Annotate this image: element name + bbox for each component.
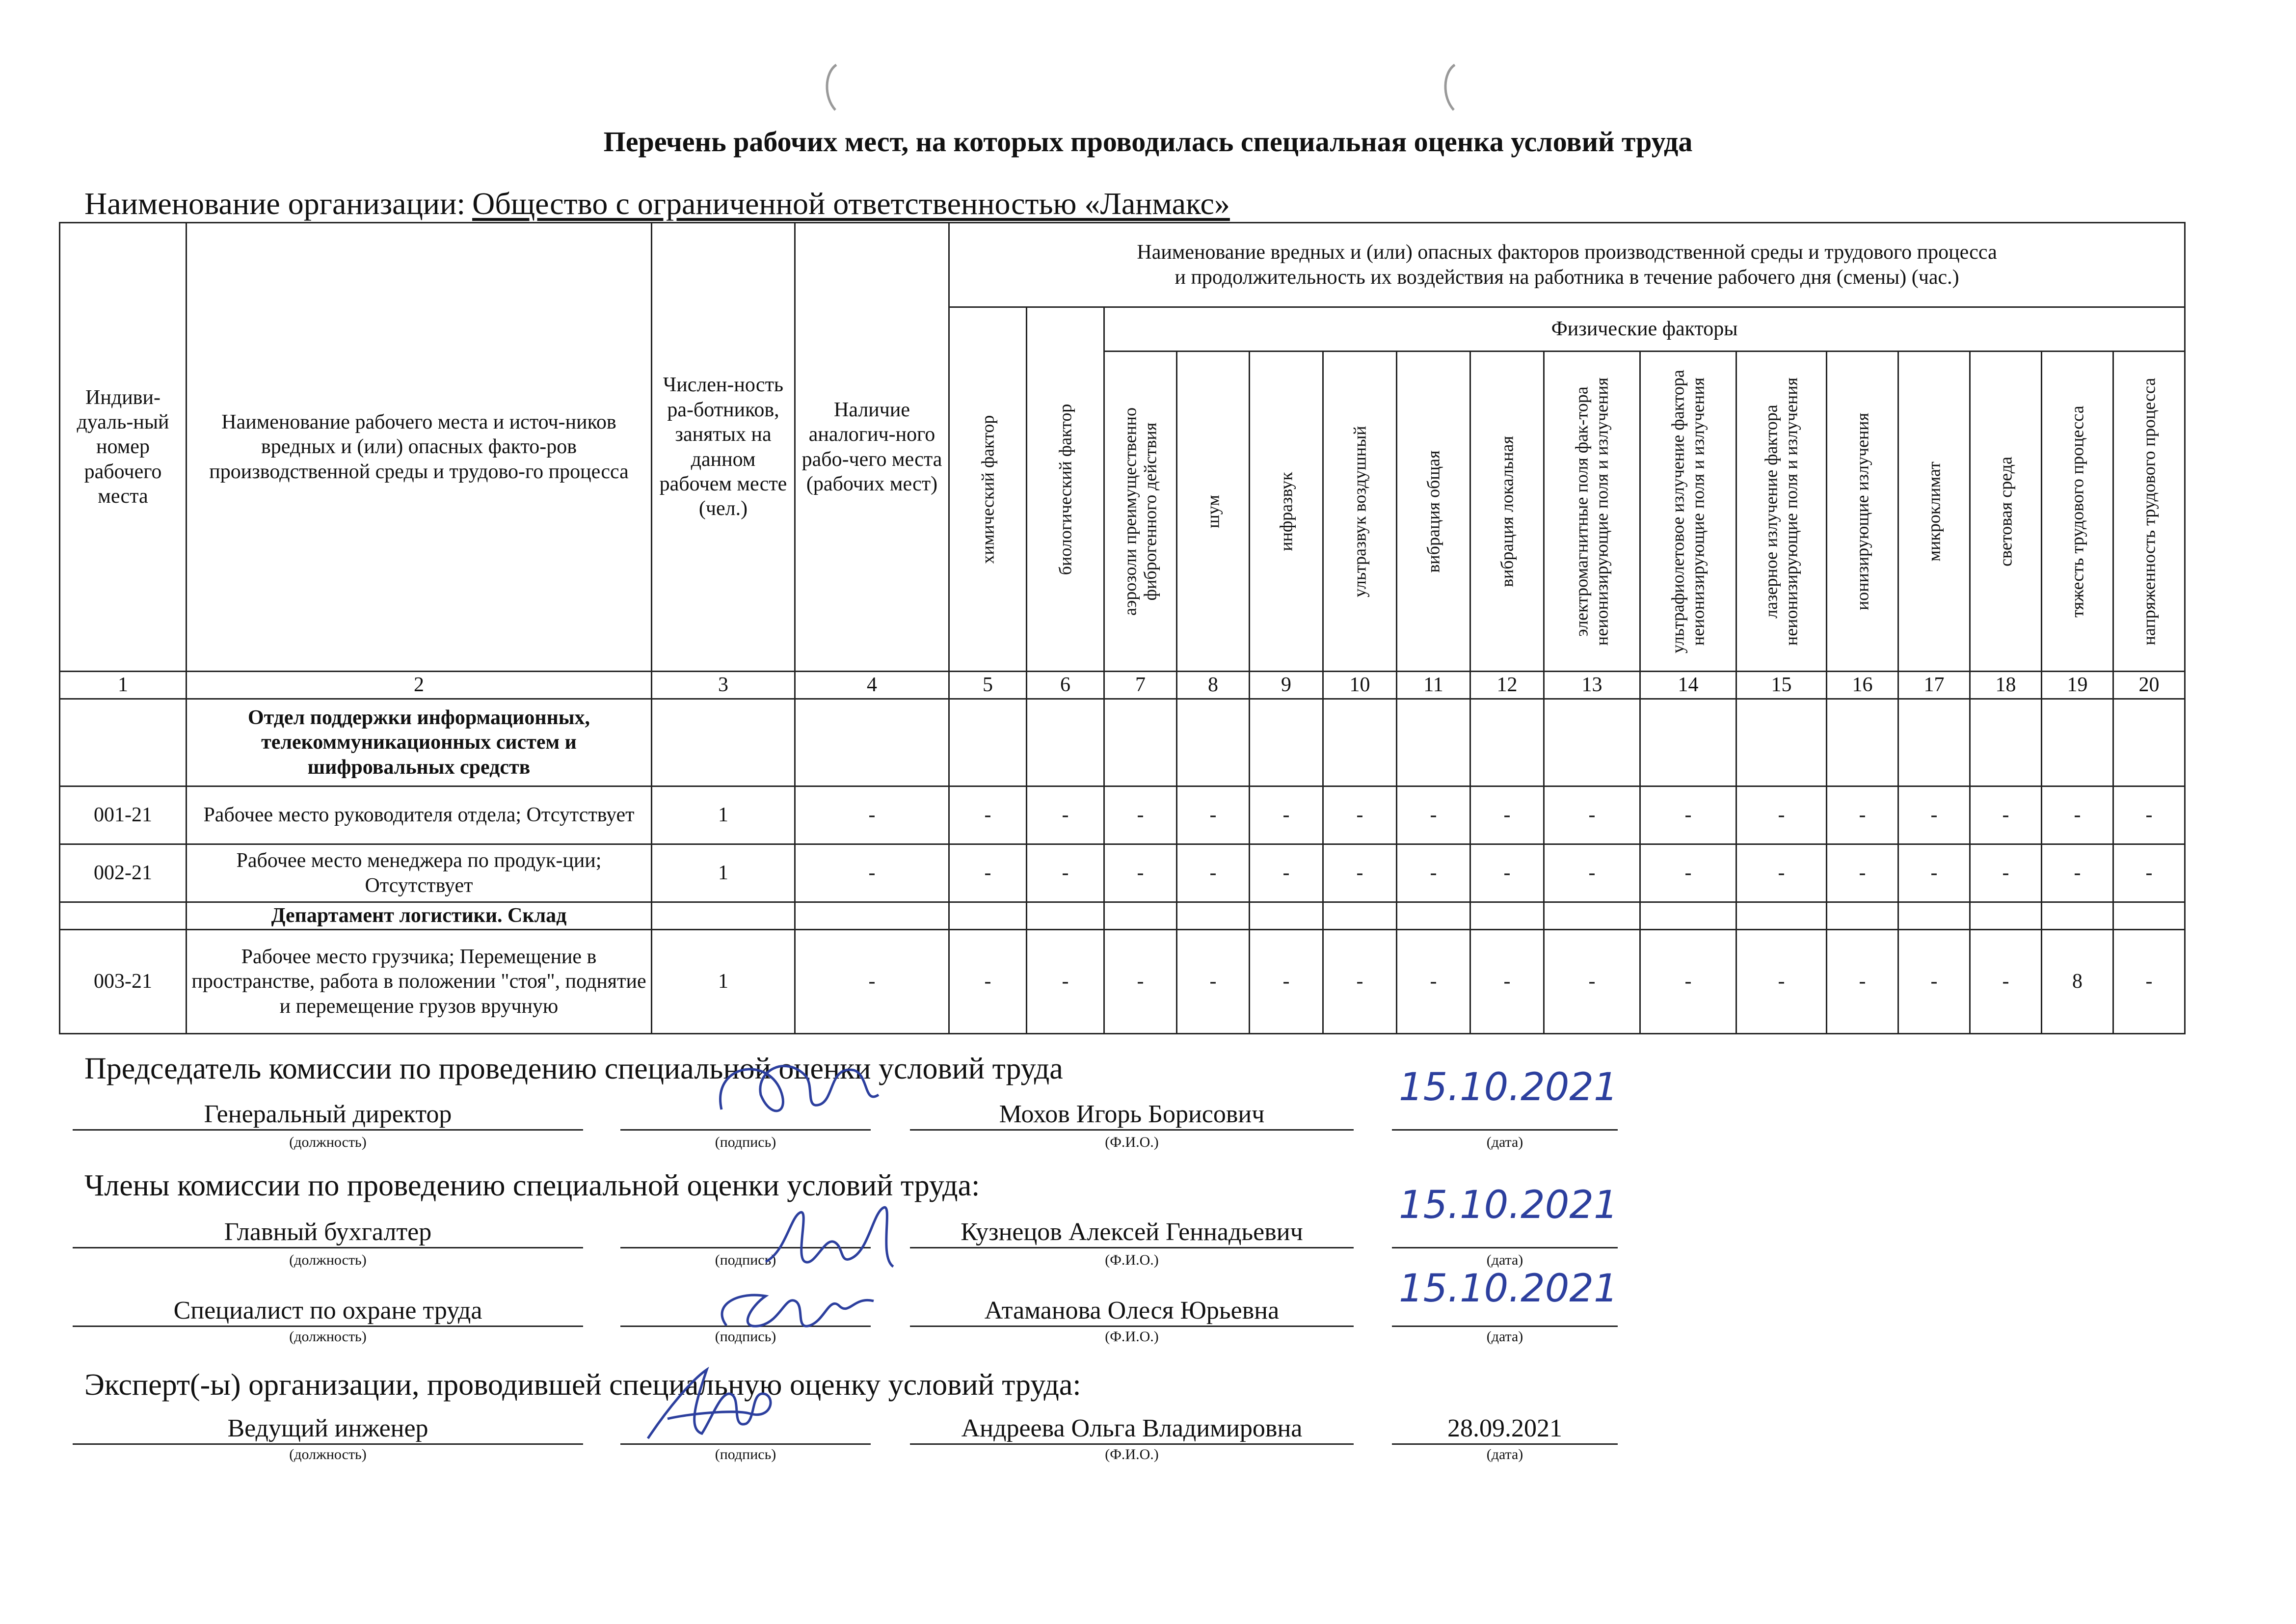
- header-factor-aerosols: аэрозоли преимущественно фиброгенного действия: [1104, 352, 1177, 672]
- empty-cell: [1397, 699, 1470, 786]
- empty-cell: [1250, 699, 1323, 786]
- header-factor-ultrasound: ультразвук воздушный: [1323, 352, 1397, 672]
- organization-name: Общество с ограниченной ответственностью «Ланмакс»: [472, 186, 1230, 221]
- punch-mark-right: [1439, 63, 1459, 112]
- header-factor-biological: биологический фактор: [1027, 307, 1104, 672]
- empty-cell: [1544, 699, 1640, 786]
- punch-mark-left: [821, 63, 840, 112]
- workplace-id: 003-21: [60, 930, 187, 1034]
- factor-cell: -: [1640, 930, 1736, 1034]
- member-2-date-handwritten: 15.10.2021: [1399, 1267, 1618, 1311]
- caption-position: (должность): [289, 1134, 367, 1150]
- table-row: [60, 786, 2185, 844]
- empty-cell: [1323, 902, 1397, 930]
- header-factor-infrasound: инфразвук: [1250, 352, 1323, 672]
- factor-cell: -: [795, 930, 949, 1034]
- col-number: 10: [1323, 672, 1397, 699]
- employee-count: 1: [652, 930, 795, 1034]
- col-number: 16: [1827, 672, 1898, 699]
- empty-cell: [1640, 699, 1736, 786]
- chairman-signature-image: [707, 1036, 883, 1137]
- empty-cell: [1736, 902, 1827, 930]
- workplace-id: 002-21: [60, 844, 187, 902]
- caption-date: (дата): [1486, 1328, 1523, 1345]
- factor-cell: -: [1323, 844, 1397, 902]
- factor-cell: -: [1027, 786, 1104, 844]
- col-number: 11: [1397, 672, 1470, 699]
- caption-position: (должность): [289, 1446, 367, 1462]
- empty-cell: [1104, 902, 1177, 930]
- workplace-id: 001-21: [60, 786, 187, 844]
- empty-cell: [1970, 902, 2042, 930]
- factor-cell: -: [1970, 786, 2042, 844]
- header-factor-emf: электромагнитные поля фак-тора неионизирующие поля и излучения: [1544, 352, 1640, 672]
- col-number: 14: [1640, 672, 1736, 699]
- empty-cell: [1323, 699, 1397, 786]
- factor-cell: -: [1736, 786, 1827, 844]
- factor-cell: -: [2113, 786, 2185, 844]
- caption-fio: (Ф.И.О.): [1105, 1134, 1159, 1150]
- empty-cell: [1250, 902, 1323, 930]
- factor-cell: -: [1104, 930, 1177, 1034]
- header-factors-group: [949, 223, 2185, 307]
- caption-date: (дата): [1486, 1134, 1523, 1150]
- empty-cell: [2042, 699, 2113, 786]
- empty-cell: [795, 902, 949, 930]
- caption-signature: (подпись): [715, 1446, 776, 1462]
- col-number: 20: [2113, 672, 2185, 699]
- empty-cell: [2113, 902, 2185, 930]
- empty-cell: [1898, 699, 1970, 786]
- caption-fio: (Ф.И.О.): [1105, 1252, 1159, 1268]
- factor-cell: -: [1898, 786, 1970, 844]
- expert-position: Ведущий инженер: [73, 1414, 583, 1445]
- empty-cell: [1470, 699, 1544, 786]
- factor-cell: -: [949, 844, 1027, 902]
- empty-cell: [795, 699, 949, 786]
- section-row: [60, 699, 2185, 786]
- factor-cell: -: [1177, 930, 1250, 1034]
- empty-cell: [60, 902, 187, 930]
- col-number: 9: [1250, 672, 1323, 699]
- factor-cell: -: [2042, 844, 2113, 902]
- employee-count: 1: [652, 786, 795, 844]
- factor-cell: -: [1397, 786, 1470, 844]
- empty-cell: [1397, 902, 1470, 930]
- factor-cell: -: [1250, 930, 1323, 1034]
- member-2-fio: Атаманова Олеся Юрьевна: [910, 1296, 1354, 1327]
- empty-cell: [2042, 902, 2113, 930]
- employee-count: 1: [652, 844, 795, 902]
- member-1-signature-image: [756, 1198, 903, 1279]
- factor-cell: -: [1177, 844, 1250, 902]
- empty-cell: [2113, 699, 2185, 786]
- chairman-date-handwritten: 15.10.2021: [1399, 1065, 1618, 1110]
- empty-cell: [1177, 902, 1250, 930]
- col-number: 4: [795, 672, 949, 699]
- empty-cell: [1970, 699, 2042, 786]
- factor-cell: -: [1544, 844, 1640, 902]
- factor-cell: -: [1250, 786, 1323, 844]
- factor-cell: -: [1470, 844, 1544, 902]
- empty-cell: [60, 699, 187, 786]
- factor-cell: -: [1640, 844, 1736, 902]
- empty-cell: [652, 699, 795, 786]
- workplace-name: Рабочее место менеджера по продук-ции; Отсутствует: [187, 844, 652, 902]
- empty-cell: [1027, 699, 1104, 786]
- caption-position: (должность): [289, 1252, 367, 1268]
- table-row: [60, 844, 2185, 902]
- factor-cell: -: [1898, 930, 1970, 1034]
- factor-cell: -: [1898, 844, 1970, 902]
- empty-cell: [1827, 902, 1898, 930]
- factor-cell: -: [795, 844, 949, 902]
- factor-cell: -: [1104, 844, 1177, 902]
- factor-cell: -: [1827, 786, 1898, 844]
- factor-cell: -: [1827, 844, 1898, 902]
- empty-cell: [949, 902, 1027, 930]
- expert-signature-image: [638, 1360, 785, 1451]
- header-factor-microclimate: микроклимат: [1898, 352, 1970, 672]
- empty-cell: [1640, 902, 1736, 930]
- factor-cell: -: [1470, 786, 1544, 844]
- expert-heading: Эксперт(-ы) организации, проводившей специальную оценку условий труда:: [84, 1368, 1081, 1402]
- empty-cell: [949, 699, 1027, 786]
- section-title: Департамент логистики. Склад: [187, 902, 652, 930]
- col-number: 5: [949, 672, 1027, 699]
- factor-cell: -: [2113, 844, 2185, 902]
- empty-cell: [1898, 902, 1970, 930]
- factor-cell: -: [949, 786, 1027, 844]
- factor-cell: -: [1970, 930, 2042, 1034]
- header-factors-line1: Наименование вредных и (или) опасных факторов производственной среды и трудового процесса: [1137, 241, 1997, 264]
- organization-label: Наименование организации:: [84, 186, 466, 221]
- empty-cell: [1177, 699, 1250, 786]
- factor-cell: -: [1104, 786, 1177, 844]
- member-2-signature-image: [707, 1276, 883, 1348]
- member-1-fio: Кузнецов Алексей Геннадьевич: [910, 1218, 1354, 1248]
- factor-cell: -: [1827, 930, 1898, 1034]
- header-physical-factors: Физические факторы: [1104, 307, 2185, 352]
- header-similar-workplaces: Наличие аналогич-ного рабо-чего места (рабочих мест): [795, 223, 949, 672]
- factor-cell: -: [1397, 930, 1470, 1034]
- col-number: 6: [1027, 672, 1104, 699]
- factor-cell: -: [1397, 844, 1470, 902]
- factor-cell: -: [1970, 844, 2042, 902]
- factor-cell: -: [1027, 844, 1104, 902]
- col-number: 19: [2042, 672, 2113, 699]
- factor-cell: -: [1027, 930, 1104, 1034]
- caption-fio: (Ф.И.О.): [1105, 1328, 1159, 1345]
- empty-cell: [1470, 902, 1544, 930]
- col-number: 12: [1470, 672, 1544, 699]
- header-factor-laser: лазерное излучение фактора неионизирующие поля и излучения: [1736, 352, 1827, 672]
- factor-cell: -: [1470, 930, 1544, 1034]
- factor-cell: -: [1640, 786, 1736, 844]
- member-1-position: Главный бухгалтер: [73, 1218, 583, 1248]
- factor-cell: -: [1736, 844, 1827, 902]
- section-row: [60, 902, 2185, 930]
- factor-cell: -: [1544, 786, 1640, 844]
- col-number: 15: [1736, 672, 1827, 699]
- col-number: 7: [1104, 672, 1177, 699]
- factor-cell: -: [1323, 786, 1397, 844]
- workplace-name: Рабочее место грузчика; Перемещение в пространстве, работа в положении "стоя", поднятие и перемещение грузов вручную: [187, 930, 652, 1034]
- empty-cell: [1544, 902, 1640, 930]
- col-number: 2: [187, 672, 652, 699]
- chairman-heading: Председатель комиссии по проведению специальной оценки условий труда: [84, 1052, 1063, 1085]
- header-factor-vibration-local: вибрация локальная: [1470, 352, 1544, 672]
- header-factor-chemical: химический фактор: [949, 307, 1027, 672]
- factor-cell: -: [2113, 930, 2185, 1034]
- col-number: 3: [652, 672, 795, 699]
- header-factor-ionizing: ионизирующие излучения: [1827, 352, 1898, 672]
- empty-cell: [652, 902, 795, 930]
- factor-cell: -: [949, 930, 1027, 1034]
- header-factor-noise: шум: [1177, 352, 1250, 672]
- caption-date: (дата): [1486, 1446, 1523, 1462]
- empty-cell: [1736, 699, 1827, 786]
- expert-fio: Андреева Ольга Владимировна: [910, 1414, 1354, 1445]
- expert-date: 28.09.2021: [1392, 1414, 1618, 1445]
- caption-position: (должность): [289, 1328, 367, 1345]
- workplace-name: Рабочее место руководителя отдела; Отсутствует: [187, 786, 652, 844]
- col-number: 8: [1177, 672, 1250, 699]
- factor-cell: -: [1323, 930, 1397, 1034]
- col-number: 1: [60, 672, 187, 699]
- caption-signature: (подпись): [715, 1134, 776, 1150]
- empty-cell: [1027, 902, 1104, 930]
- empty-cell: [1104, 699, 1177, 786]
- table-row: [60, 930, 2185, 1034]
- caption-signature: (подпись): [715, 1328, 776, 1345]
- factor-cell: -: [1250, 844, 1323, 902]
- caption-fio: (Ф.И.О.): [1105, 1446, 1159, 1462]
- header-factor-uv: ультрафиолетовое излучение фактора неионизирующие поля и излучения: [1640, 352, 1736, 672]
- caption-date: (дата): [1486, 1252, 1523, 1268]
- document-title: Перечень рабочих мест, на которых проводилась специальная оценка условий труда: [603, 126, 1693, 158]
- header-workplace-id: Индиви-дуаль-ный номер рабочего места: [60, 223, 187, 672]
- empty-cell: [1827, 699, 1898, 786]
- header-workplace-name: Наименование рабочего места и источ-ников вредных и (или) опасных факто-ров производственной среды и трудово-го процесса: [187, 223, 652, 672]
- factor-cell: -: [2042, 786, 2113, 844]
- header-factor-labor-intensity: напряженность трудового процесса: [2113, 352, 2185, 672]
- member-1-date-handwritten: 15.10.2021: [1399, 1183, 1618, 1227]
- col-number: 13: [1544, 672, 1640, 699]
- chairman-position: Генеральный директор: [73, 1100, 583, 1131]
- factor-cell: 8: [2042, 930, 2113, 1034]
- workplaces-table: [59, 222, 2186, 1034]
- factor-cell: -: [1544, 930, 1640, 1034]
- chairman-fio: Мохов Игорь Борисович: [910, 1100, 1354, 1131]
- col-number: 18: [1970, 672, 2042, 699]
- factor-cell: -: [795, 786, 949, 844]
- header-employee-count: Числен-ность ра-ботников, занятых на данном рабочем месте (чел.): [652, 223, 795, 672]
- col-number: 17: [1898, 672, 1970, 699]
- member-2-position: Специалист по охране труда: [73, 1296, 583, 1327]
- column-numbers-row: [60, 672, 2185, 699]
- caption-signature: (подпись): [715, 1252, 776, 1268]
- members-heading: Члены комиссии по проведению специальной оценки условий труда:: [84, 1169, 980, 1202]
- section-title: Отдел поддержки информационных, телекоммуникационных систем и шифровальных средств: [187, 699, 652, 786]
- organization-line: [84, 186, 1230, 222]
- header-factor-light: световая среда: [1970, 352, 2042, 672]
- factor-cell: -: [1736, 930, 1827, 1034]
- header-factor-vibration-general: вибрация общая: [1397, 352, 1470, 672]
- header-factor-labor-severity: тяжесть трудового процесса: [2042, 352, 2113, 672]
- header-factors-line2: и продолжительность их воздействия на работника в течение рабочего дня (смены) (час.): [1175, 266, 1959, 289]
- factor-cell: -: [1177, 786, 1250, 844]
